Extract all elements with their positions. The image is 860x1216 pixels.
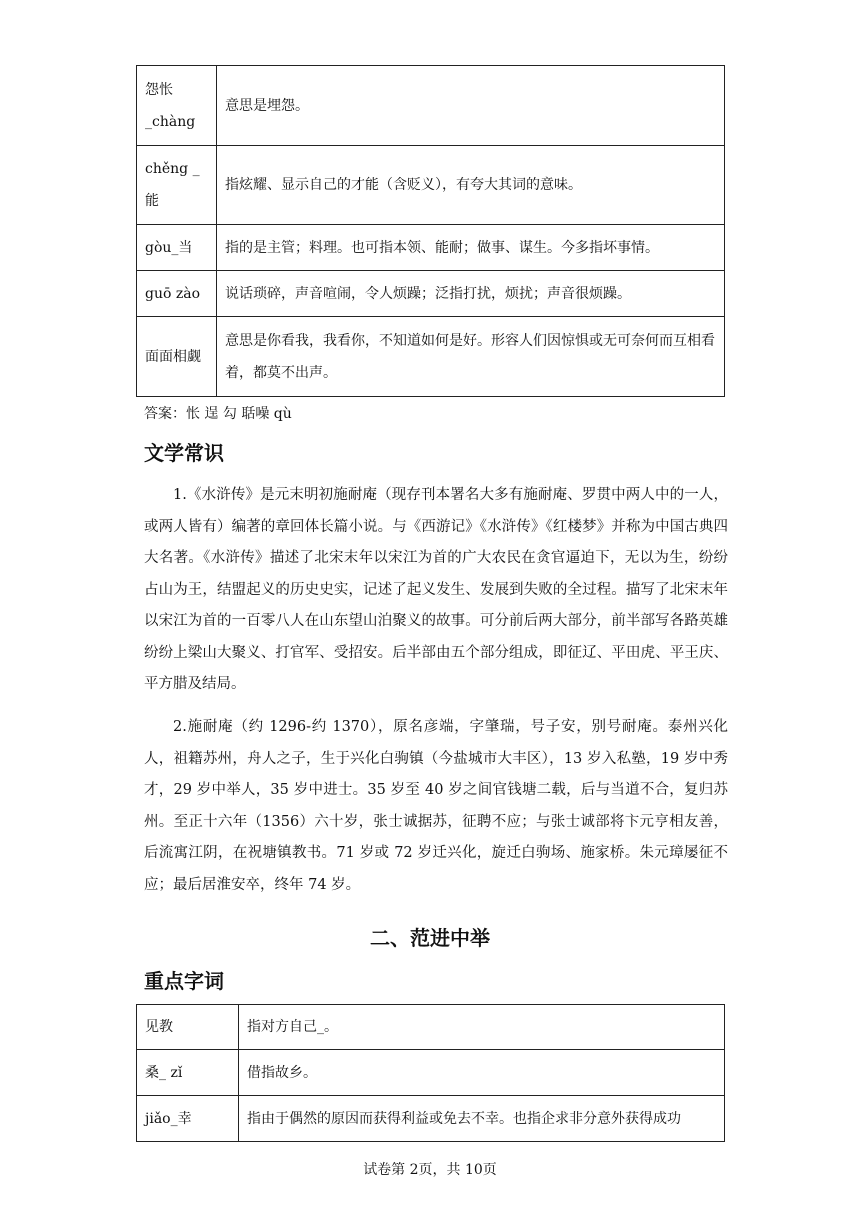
term-cell: chěng _能 (137, 146, 217, 225)
literature-paragraph-1: 1.《水浒传》是元末明初施耐庵（现存刊本署名大多有施耐庵、罗贯中两人中的一人，或两人皆有）编著的章回体长篇小说。与《西游记》《水浒传》《红楼梦》并称为中国古典四大名著。《水浒传》描述了北宋末年以宋江为首的广大农民在贪官逼迫下，无以为生，纷纷占山为王，结盟起义的历史史实，记述了起义发生、发展到失败的全过程。描写了北宋末年以宋江为首的一百零八人在山东望山泊聚义的故事。可分前后两大部分，前半部写各路英雄纷纷上梁山大聚义、打官军、受招安。后半部由五个部分组成，即征辽、平田虎、平王庆、平方腊及结局。 (144, 487, 728, 692)
section-heading-literature: 文学常识 (144, 441, 224, 465)
section-heading-vocab: 重点字词 (144, 969, 224, 993)
definition-cell: 意思是埋怨。 (217, 66, 725, 146)
table-row (137, 66, 725, 146)
term-cell: gòu_当 (137, 225, 217, 271)
definition-cell: 指的是主管；料理。也可指本领、能耐；做事、谋生。今多指坏事情。 (217, 225, 725, 271)
term-cell: 见教 (137, 1005, 239, 1050)
answer-line: 答案：怅 逞 勾 聒噪 qù (144, 406, 292, 422)
definition-cell: 指由于偶然的原因而获得利益或免去不幸。也指企求非分意外获得成功 (239, 1096, 725, 1142)
definition-cell: 借指故乡。 (239, 1050, 725, 1096)
definition-cell: 意思是你看我，我看你，不知道如何是好。形容人们因惊惧或无可奈何而互相看着，都莫不出声。 (217, 317, 725, 397)
vocab-table-2 (136, 1004, 725, 1142)
term-cell: 怨怅_chàng (137, 66, 217, 146)
term-cell: guō zào (137, 271, 217, 317)
table-row (137, 1050, 725, 1096)
table-row (137, 317, 725, 397)
definition-cell: 说话琐碎，声音喧闹，令人烦躁；泛指打扰，烦扰；声音很烦躁。 (217, 271, 725, 317)
definition-cell: 指对方自己_。 (239, 1005, 725, 1050)
term-cell: 面面相觑 (137, 317, 217, 397)
chapter-title: 二、范进中举 (370, 926, 490, 950)
term-cell: jiǎo_幸 (137, 1096, 239, 1142)
term-cell: 桑_ zǐ (137, 1050, 239, 1096)
table-row (137, 1096, 725, 1142)
table-row (137, 146, 725, 225)
page-footer: 试卷第 2页，共 10页 (363, 1162, 497, 1178)
table-row (137, 225, 725, 271)
table-row (137, 271, 725, 317)
definition-cell: 指炫耀、显示自己的才能（含贬义），有夸大其词的意味。 (217, 146, 725, 225)
vocab-table-1 (136, 65, 725, 397)
literature-paragraph-2: 2.施耐庵（约 1296-约 1370），原名彦端，字肇瑞，号子安，别号耐庵。泰州兴化人，祖籍苏州，舟人之子，生于兴化白驹镇（今盐城市大丰区），13 岁入私塾，19 岁中秀才，29 岁中举人，35 岁中进士。35 岁至 40 岁之间官钱塘二载，后与当道不合，复归苏州。至正十六年（1356）六十岁，张士诚据苏，征聘不应；与张士诚部将卞元亨相友善，后流寓江阴，在祝塘镇教书。71 岁或 72 岁迁兴化，旋迁白驹场、施家桥。朱元璋屡征不应；最后居淮安卒，终年 74 岁。 (144, 719, 728, 893)
table-row (137, 1005, 725, 1050)
